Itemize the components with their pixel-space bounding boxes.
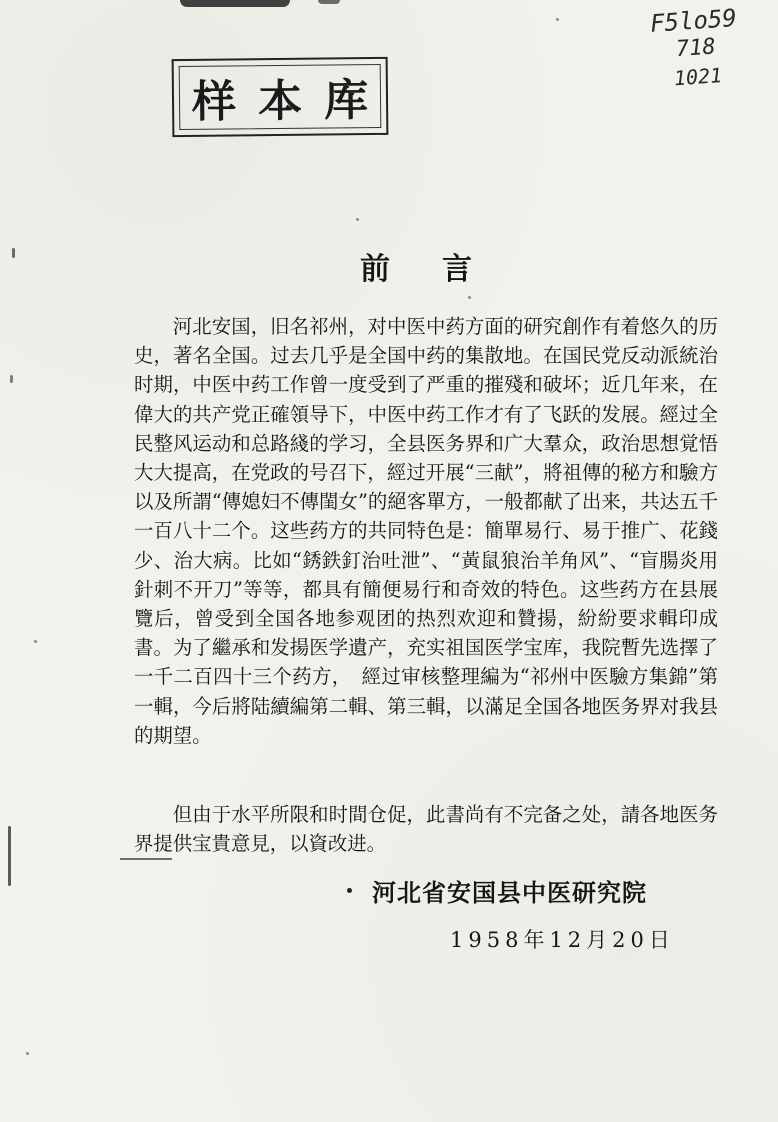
ink-smudge <box>180 0 290 7</box>
ink-speck <box>26 1052 29 1055</box>
ink-speck <box>556 18 559 21</box>
preface-paragraph-1: 河北安国，旧名祁州，对中医中药方面的研究創作有着悠久的历史，著名全国。过去几乎是全国中药的集散地。在国民党反动派統治时期，中医中药工作曾一度受到了严重的摧殘和破坏；近几年来，在偉大的共产党正確領导下，中医中药工作才有了飞跃的发展。經过全民整风运动和总路綫的学习，全县医务界和广大羣众，政治思想覚悟大大提高，在党政的号召下，經过开展“三献”，將祖傳的秘方和驗方以及所謂“傳媳妇不傳閨女”的絕客單方，一般都献了出来，共达五千一百八十二个。这些药方的共同特色是：簡單易行、易于推广、花錢少、治大病。比如“銹鉄釘治吐泄”、“黃鼠狼治羊角风”、“盲腸炎用針刺不开刀”等等，都具有簡便易行和奇效的特色。这些药方在县展覽后，曾受到全国各地参观团的热烈欢迎和贊揚，紛紛要求輯印成書。为了繼承和发揚医学遺产，充实祖国医学宝库，我院暫先选擇了一千二百四十三个药方， 經过审核整理編为“祁州中医驗方集錦”第一輯，今后將陆續編第二輯、第三輯，以滿足全国各地医务界对我县的期望。 <box>134 315 718 747</box>
catalog-marks <box>649 2 765 93</box>
stamp-text: 样本库 <box>191 74 391 128</box>
signature-bullet <box>347 888 352 893</box>
library-stamp <box>172 57 389 137</box>
ink-speck <box>34 640 37 643</box>
ink-smudge <box>318 0 340 4</box>
stamp-inner-border <box>179 64 391 130</box>
signature-date: 1958年12月20日 <box>450 928 675 952</box>
ink-speck <box>356 218 359 221</box>
ink-speck <box>468 296 471 299</box>
margin-mark <box>8 826 11 886</box>
margin-mark <box>10 375 13 383</box>
catalog-mark-line3: 1021 <box>673 63 723 91</box>
catalog-mark-line2: 718 <box>675 34 717 63</box>
margin-mark <box>12 248 15 258</box>
signature-institution: 河北省安国县中医研究院 <box>372 879 647 907</box>
page-title: 前言 <box>360 252 524 287</box>
catalog-mark-line1: F5lo59 <box>649 3 738 38</box>
preface-paragraph-2: 但由于水平所限和时間仓促，此書尚有不完备之处，請各地医务界提供宝貴意見，以資改进。 <box>134 803 718 856</box>
